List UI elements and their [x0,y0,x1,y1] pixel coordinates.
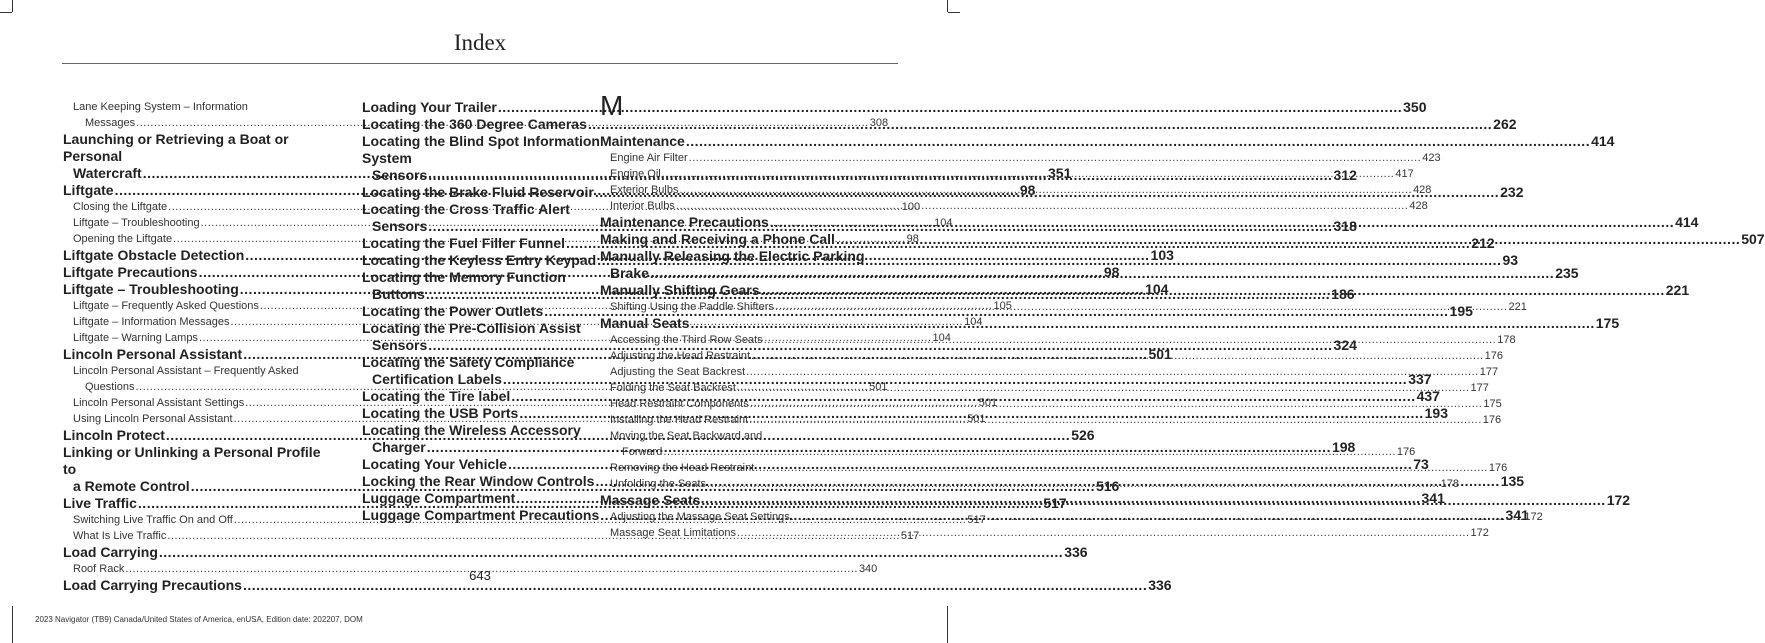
page-reference[interactable]: 172 [1606,492,1631,508]
index-entry-label: Adjusting the Head Restraint [610,350,751,362]
page-reference[interactable]: 428 [1409,200,1428,212]
index-entry[interactable] [362,99,1427,116]
index-entry-label: Sensors [372,167,428,183]
dot-leader [707,476,1440,492]
page-reference[interactable]: 175 [1595,315,1620,331]
dot-leader [679,182,1412,198]
index-entry-label: Massage Seat Limitations [610,527,736,539]
page-reference[interactable]: 414 [1591,133,1615,149]
page-reference[interactable]: 98 [1103,264,1120,280]
index-entry-label: Using Lincoln Personal Assistant [73,413,233,425]
page-reference[interactable]: 177 [1479,366,1499,378]
page-reference[interactable]: 341 [1505,507,1529,523]
index-entry-label: Forward [622,446,663,458]
page-reference[interactable]: 417 [1395,168,1414,180]
crop-mark-bottom-right-v [947,606,948,643]
crop-mark-top-left-h [0,12,12,13]
index-entry-label: Locating the Keyless Entry Keypad [362,252,597,268]
page-reference[interactable]: 235 [1555,265,1579,281]
index-entry-label: Buttons [372,286,425,302]
index-entry-label-line: Moving the Seat Backward and [610,430,763,442]
page-reference[interactable]: 193 [1424,405,1448,421]
index-entry-label: Liftgate – Information Messages [73,316,230,328]
index-entry-label: Massage Seats [600,492,701,508]
index-entry-label: Liftgate – Troubleshooting [73,217,200,229]
page-reference[interactable]: 100 [901,201,921,213]
index-entry-label: Messages [85,117,136,129]
page-reference[interactable]: 177 [1470,382,1489,394]
page-reference[interactable]: 324 [1333,337,1357,353]
page-reference[interactable]: 103 [1150,247,1174,263]
index-entry-label: What Is Live Traffic [73,530,167,542]
index-entry-row [600,133,1615,150]
page-reference[interactable]: 98 [906,233,919,245]
page-reference[interactable]: 516 [1095,478,1120,494]
dot-leader [686,133,1590,150]
dot-leader [836,231,1740,248]
index-entry-label: Engine Oil [610,168,661,180]
dot-leader [764,332,1497,348]
index-entry-label: Closing the Liftgate [73,201,168,213]
page-reference[interactable]: 178 [1440,478,1459,490]
index-entry-label-line: Locating the Safety Compliance [362,354,575,370]
index-entry-label: Locating the Power Outlets [362,303,544,319]
page-reference[interactable]: 517 [967,514,986,526]
page-reference[interactable]: 135 [1500,473,1525,489]
index-entry-label: Loading Your Trailer [362,99,497,115]
index-entry-label: Liftgate [63,182,114,198]
dot-leader [737,380,1470,396]
index-subentry[interactable] [600,150,1441,166]
index-entry-label-line: Linking or Unlinking a Personal Profile to [63,444,321,477]
index-entry-label: Exterior Bulbs [610,184,679,196]
page-reference[interactable]: 175 [1483,398,1502,410]
page-reference[interactable]: 507 [1741,231,1765,247]
page-reference[interactable]: 428 [1413,184,1432,196]
page-reference[interactable]: 186 [1331,286,1355,302]
page-reference[interactable]: 93 [1502,252,1519,268]
index-entry-label: Liftgate Precautions [63,264,198,280]
page-reference[interactable]: 198 [1331,439,1356,455]
index-entry-label: Locating the 360 Degree Cameras [362,116,587,132]
page-number: 643 [469,568,491,583]
page-reference[interactable]: 341 [1421,490,1445,506]
page-reference[interactable]: 73 [1413,456,1429,472]
index-entry-label: Adjusting the Massage Seat Settings [610,511,790,523]
index-entry-label: Locating Your Vehicle [362,456,507,472]
dot-leader [650,265,1554,281]
dot-leader [770,214,1674,231]
index-entry-label: Liftgate – Warning Lamps [73,332,198,344]
index-entry-label: Locating the Fuel Filler Funnel [362,235,566,251]
index-entry-label: Opening the Liftgate [73,233,173,245]
page-reference[interactable]: 172 [1470,527,1489,539]
page-reference[interactable]: 337 [1408,371,1432,387]
index-entry-row [362,99,1427,116]
page-reference[interactable]: 423 [1422,152,1441,164]
index-entry-label-line: Manually Releasing the Electric Parking [600,248,865,264]
dot-leader [159,544,1063,561]
edition-note: 2023 Navigator (TB9) Canada/United States of America, enUSA, Edition date: 202207, DOM [35,615,363,624]
page-reference[interactable]: 414 [1675,214,1699,230]
dot-leader [750,396,1483,412]
page-reference[interactable]: 176 [1484,350,1503,362]
crop-mark-top-right-v [947,0,948,12]
page-reference[interactable]: 501 [967,413,986,425]
index-entry-label: Locating the Tire label [362,388,511,404]
index-entry-label: Certification Labels [372,371,502,387]
index-entry-label: Accessing the Third Row Seats [610,334,763,346]
page-reference[interactable]: 104 [964,316,983,328]
page-reference[interactable]: 318 [1333,218,1357,234]
page-reference[interactable]: 221 [1665,282,1690,298]
index-entry-label: Locating the Brake Fluid Reservoir [362,184,594,200]
index-entry-label-line: Locating the Blind Spot Information System [362,133,600,166]
index-entry-label-line: Lincoln Personal Assistant – Frequently Asked [73,365,299,377]
page-reference[interactable]: 195 [1449,303,1473,319]
index-entry-label: Shifting Using the Paddle Shifters [610,301,774,313]
dot-leader [791,509,1524,525]
index-entry-label-line: Lane Keeping System – Information [73,101,248,113]
dot-leader [775,299,1508,315]
index-entry-label: Locking the Rear Window Controls [362,473,595,489]
dot-leader [755,460,1488,476]
index-entry-label: Making and Receiving a Phone Call [600,231,835,247]
page-reference[interactable]: 98 [1019,182,1036,198]
page-reference[interactable]: 350 [1403,99,1427,115]
dot-leader [751,348,1484,364]
index-entry-label: Liftgate – Frequently Asked Questions [73,300,259,312]
index-entry-label: Luggage Compartment Precautions [362,507,600,523]
dot-leader [749,412,1482,428]
index-entry-label: Live Traffic [63,495,137,511]
index-entry-label: Charger [372,439,426,455]
index-entry-label: Sensors [372,337,428,353]
page-reference[interactable]: 104 [1145,281,1169,297]
dot-leader [690,315,1594,332]
section-letter: M [600,90,624,121]
page-reference[interactable]: 312 [1333,167,1357,183]
index-entry-label: Adjusting the Seat Backrest [610,366,746,378]
index-entry-label: Liftgate Obstacle Detection [63,247,245,263]
index-entry-label: Folding the Seat Backrest [610,382,736,394]
dot-leader [760,282,1664,299]
index-entry-label: Luggage Compartment [362,490,516,506]
crop-mark-top-left-v [12,0,13,12]
page-reference[interactable]: 221 [1508,301,1527,313]
page-reference[interactable]: 176 [1482,414,1502,426]
page-reference[interactable]: 104 [932,332,951,344]
index-entry-label: Removing the Head Restraint [610,462,755,474]
index-entry[interactable] [63,544,1088,561]
dot-leader [689,150,1422,166]
index-entry-label: Engine Air Filter [610,152,688,164]
page-title: Index [453,30,507,55]
index-entry-label: a Remote Control [73,478,190,494]
page-reference[interactable]: 351 [1048,165,1072,181]
index-entry[interactable] [600,133,1615,150]
dot-leader [737,525,1470,541]
index-entry-label: Interior Bulbs [610,200,675,212]
page-reference[interactable]: 232 [1500,184,1524,200]
index-entry-label: Load Carrying Precautions [63,577,242,593]
index-entry-label: Watercraft [73,165,142,181]
index-entry-label: Lincoln Personal Assistant Settings [73,397,245,409]
page-reference[interactable]: 104 [934,217,953,229]
dot-leader [746,364,1479,380]
page-reference[interactable]: 340 [858,563,878,575]
page-reference[interactable]: 336 [1148,577,1172,593]
dot-leader [662,166,1395,182]
index-entry-label-line: Locating the Pre-Collision Assist [362,320,581,336]
crop-mark-top-right-h [948,12,960,13]
index-entry-label: Roof Rack [73,563,125,575]
page-reference[interactable]: 517 [900,530,920,542]
dot-leader [676,198,1409,214]
page-reference[interactable]: 262 [1493,116,1517,132]
page-reference[interactable]: 308 [869,117,889,129]
index-entry-row [610,150,1441,166]
index-entry-label: Head Restraint Components [610,398,749,410]
page-reference[interactable]: 105 [993,300,1012,312]
dot-leader [701,492,1605,509]
index-entry-label: Questions [85,381,135,393]
index-entry-label: Maintenance Precautions [600,214,769,230]
index-entry-label: Installing the Head Restraint [610,414,749,426]
page-reference[interactable]: 176 [1488,462,1508,474]
index-entry-label: Maintenance [600,133,685,149]
index-entry-label-line: Launching or Retrieving a Boat or Personal [63,131,289,164]
page-reference[interactable]: 501 [1148,346,1172,362]
page-reference[interactable]: 501 [869,381,888,393]
index-entry-label-line: Locating the Memory Function [362,269,566,285]
index-entry-row [63,544,1088,561]
page-reference[interactable]: 336 [1064,544,1088,560]
index-entry-label: Sensors [372,218,428,234]
page-reference[interactable]: 172 [1524,511,1543,523]
dot-leader [663,446,1396,458]
crop-mark-bottom-left-v [12,606,13,643]
header-divider [62,63,898,64]
page-reference[interactable]: 501 [978,397,998,409]
index-entry-label: Lincoln Protect [63,427,165,443]
index-entry-label: Liftgate – Troubleshooting [63,281,239,297]
index-entry-label: Brake [610,265,649,281]
index-entry-label-line: Locating the Wireless Accessory [362,422,581,438]
page-reference[interactable]: 517 [1043,495,1067,511]
page-reference[interactable]: 212 [1471,235,1495,251]
page-reference[interactable]: 526 [1071,427,1095,443]
index-entry-label-line: Locating the Cross Traffic Alert [362,201,570,217]
page-reference[interactable]: 437 [1416,388,1440,404]
index-entry-label: Unfolding the Seats [610,478,707,490]
page-reference[interactable]: 176 [1396,446,1416,458]
index-entry-label: Switching Live Traffic On and Off [73,514,233,526]
index-entry-label: Locating the USB Ports [362,405,519,421]
index-entry-label: Lincoln Personal Assistant [63,346,243,362]
page-reference[interactable]: 178 [1497,334,1516,346]
index-entry-label: Manually Shifting Gears [600,282,760,298]
index-entry-label: Load Carrying [63,544,158,560]
index-entry-label: Manual Seats [600,315,690,331]
